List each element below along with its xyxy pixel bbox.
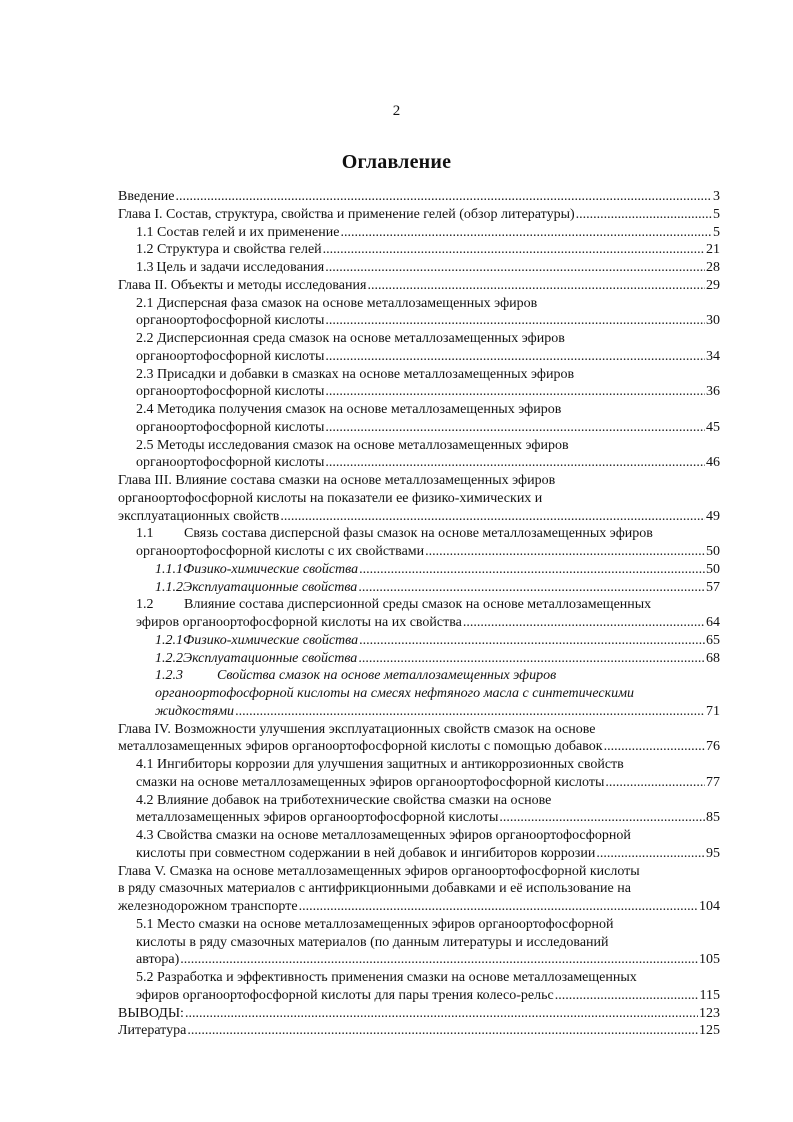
toc-page-number: 3: [713, 189, 720, 204]
leader-dots: [358, 579, 705, 597]
toc-page-number: 29: [706, 277, 720, 293]
toc-page-number: 64: [706, 615, 720, 630]
leader-dots: [187, 1022, 698, 1040]
leader-dots: [425, 543, 705, 561]
leader-dots: [340, 224, 712, 242]
toc-entry-text: 2.2 Дисперсионная среда смазок на основе металлозамещенных эфиров: [136, 331, 565, 346]
toc-entry-section-1-2: [118, 241, 720, 259]
toc-entry-subsection-1-2-2: [118, 650, 720, 668]
toc-entry-subsection-1-1-1: [118, 561, 720, 579]
leader-dots: [235, 703, 705, 721]
leader-dots: [175, 188, 712, 206]
toc-entry-section-2-4: [118, 401, 720, 437]
toc-page-number: 21: [706, 242, 720, 258]
toc-entry-text: Эксплуатационные свойства: [183, 579, 358, 595]
leader-dots: [299, 898, 698, 916]
toc-entry-text: Влияние состава дисперсионной среды смазок на основе металлозамещенных: [184, 597, 652, 613]
leader-dots: [180, 951, 698, 969]
toc-entry-conclusions: [118, 1005, 720, 1023]
toc-entry-text: в ряду смазочных материалов с антифрикционными добавками и её использование на: [118, 881, 631, 897]
toc-entry-text: 5.2 Разработка и эффективность применения смазки на основе металлозамещенных: [136, 970, 637, 985]
toc-entry-number: 1.2.2: [155, 650, 183, 666]
toc-entry-introduction: [118, 188, 720, 206]
toc-entry-section-1-3: [118, 259, 720, 277]
toc-entry-text: 2.3 Присадки и добавки в смазках на основе металлозамещенных эфиров: [136, 366, 575, 382]
toc-entry-number: 1.3: [136, 260, 154, 275]
toc-entry-text: 5.1 Место смазки на основе металлозамещенных эфиров органоортофосфорной: [136, 916, 614, 932]
toc-entry-section-4-2: [118, 792, 720, 828]
page-number: 2: [392, 103, 401, 119]
toc-entry-number: 1.2.3: [155, 668, 183, 684]
toc-entry-text: 4.1 Ингибиторы коррозии для улучшения защитных и антикоррозионных свойств: [136, 757, 624, 772]
leader-dots: [359, 561, 705, 579]
toc-entry-text: органоортофосфорной кислоты на смесях нефтяного масла с синтетическими: [155, 686, 635, 701]
toc-entry-text: Эксплуатационные свойства: [183, 650, 358, 666]
toc-entry-text: автора): [136, 952, 180, 968]
toc-entry-text: Введение: [118, 189, 175, 204]
toc-entry-text: жидкостями: [155, 703, 235, 719]
toc-entry-subsection-1-2-1: [118, 632, 720, 650]
toc-entry-text: органоортофосфорной кислоты: [136, 348, 325, 364]
toc-entry-text: 2.5 Методы исследования смазок на основе металлозамещенных эфиров: [136, 437, 569, 453]
toc-page-number: 85: [706, 810, 720, 826]
toc-page-number: 28: [706, 260, 720, 275]
toc-page-number: 30: [706, 313, 720, 329]
toc-entry-text: смазки на основе металлозамещенных эфиров органоортофосфорной кислоты: [136, 774, 605, 790]
toc-entry-section-4-3: [118, 827, 720, 863]
toc-entry-text: эфиров органоортофосфорной кислоты для пары трения колесо-рельс: [136, 987, 554, 1003]
leader-dots: [325, 259, 705, 277]
toc-entry-text: кислоты в ряду смазочных материалов (по данным литературы и исследований: [136, 934, 609, 950]
toc-entry-text: Физико-химические свойства: [183, 561, 359, 577]
toc-entry-section-3-2: [118, 596, 720, 632]
leader-dots: [358, 650, 705, 668]
toc-entry-text: 1.2 Структура и свойства гелей: [136, 242, 322, 258]
leader-dots: [604, 738, 705, 756]
toc-entry-text: органоортофосфорной кислоты: [136, 384, 325, 400]
toc-page-number: 125: [699, 1023, 720, 1039]
toc-entry-text: металлозамещенных эфиров органоортофосфорной кислоты с помощью добавок: [118, 739, 603, 755]
toc-page-number: 45: [706, 419, 720, 435]
toc-entry-section-4-1: [118, 756, 720, 792]
toc-entry-text: Глава I. Состав, структура, свойства и применение гелей (обзор литературы): [118, 206, 575, 222]
toc-entry-section-2-2: [118, 330, 720, 366]
toc-page-number: 34: [706, 348, 720, 364]
toc-entry-chapter-1: [118, 206, 720, 224]
toc-entry-text: металлозамещенных эфиров органоортофосфорной кислоты: [136, 810, 499, 826]
toc-entry-text: Глава II. Объекты и методы исследования: [118, 277, 367, 293]
leader-dots: [596, 845, 705, 863]
toc-entry-text: Глава IV. Возможности улучшения эксплуатационных свойств смазок на основе: [118, 721, 596, 737]
toc-entry-section-3-1: [118, 525, 720, 561]
toc-page-number: 68: [706, 650, 720, 666]
toc-page-number: 71: [706, 703, 720, 719]
leader-dots: [325, 348, 705, 366]
toc-entry-number: 1.1.2: [155, 579, 183, 595]
leader-dots: [605, 774, 705, 792]
toc-entry-text: железнодорожном транспорте: [118, 899, 298, 914]
toc-entry-text: органоортофосфорной кислоты на показатели ее физико-химических и: [118, 490, 543, 506]
toc-entry-section-5-1: [118, 916, 720, 969]
toc-entry-text: 2.1 Дисперсная фаза смазок на основе металлозамещенных эфиров: [136, 295, 538, 311]
table-of-contents: [118, 188, 720, 1040]
toc-entry-subsection-1-1-2: [118, 579, 720, 597]
toc-entry-text: Цель и задачи исследования: [156, 260, 325, 275]
leader-dots: [367, 277, 705, 295]
toc-entry-text: 4.2 Влияние добавок на триботехнические свойства смазки на основе: [136, 792, 552, 808]
toc-entry-text: органоортофосфорной кислоты: [136, 313, 325, 329]
toc-entry-text: эксплуатационных свойств: [118, 508, 280, 524]
leader-dots: [463, 614, 705, 632]
toc-entry-text: ВЫВОДЫ:: [118, 1005, 184, 1021]
toc-entry-text: Глава III. Влияние состава смазки на основе металлозамещенных эфиров: [118, 473, 556, 488]
toc-title: Оглавление: [341, 151, 452, 173]
toc-page-number: 65: [706, 632, 720, 648]
toc-page-number: 57: [706, 579, 720, 595]
toc-entry-text: органоортофосфорной кислоты: [136, 419, 325, 435]
leader-dots: [576, 206, 712, 224]
toc-entry-text: 4.3 Свойства смазки на основе металлозамещенных эфиров органоортофосфорной: [136, 828, 631, 843]
toc-entry-text: 2.4 Методика получения смазок на основе металлозамещенных эфиров: [136, 402, 562, 417]
toc-entry-text: органоортофосфорной кислоты с их свойствами: [136, 544, 425, 559]
toc-page-number: 105: [699, 952, 720, 968]
toc-entry-number: 1.1.1: [155, 561, 183, 577]
toc-entry-chapter-3: [118, 472, 720, 525]
toc-entry-number: 1.2.1: [155, 632, 183, 648]
toc-entry-chapter-5: [118, 863, 720, 916]
leader-dots: [359, 632, 705, 650]
toc-entry-text: 1.1 Состав гелей и их применение: [136, 224, 340, 240]
toc-entry-text: Глава V. Смазка на основе металлозамещенных эфиров органоортофосфорной кислоты: [118, 863, 640, 879]
toc-page-number: 50: [706, 544, 720, 559]
toc-entry-section-2-3: [118, 366, 720, 402]
leader-dots: [323, 241, 705, 259]
leader-dots: [325, 419, 705, 437]
toc-page-number: 50: [706, 561, 720, 577]
toc-entry-text: Физико-химические свойства: [183, 632, 359, 648]
toc-page-number: 123: [699, 1005, 720, 1021]
leader-dots: [280, 508, 705, 526]
toc-entry-text: Литература: [118, 1023, 187, 1039]
toc-entry-section-2-5: [118, 437, 720, 473]
leader-dots: [185, 1005, 698, 1023]
toc-page-number: 104: [699, 899, 720, 914]
leader-dots: [325, 383, 705, 401]
toc-entry-text: Свойства смазок на основе металлозамещенных эфиров: [217, 668, 557, 684]
toc-entry-section-2-1: [118, 295, 720, 331]
toc-entry-text: органоортофосфорной кислоты: [136, 455, 325, 471]
toc-page-number: 5: [713, 206, 720, 222]
toc-entry-chapter-2: [118, 277, 720, 295]
toc-page-number: 49: [706, 508, 720, 524]
toc-page-number: 5: [713, 224, 720, 240]
toc-entry-section-1-1: [118, 224, 720, 242]
leader-dots: [325, 312, 705, 330]
toc-entry-text: Связь состава дисперсной фазы смазок на основе металлозамещенных эфиров: [184, 526, 653, 542]
leader-dots: [499, 809, 705, 827]
toc-entry-text: эфиров органоортофосфорной кислоты на их свойства: [136, 615, 462, 630]
toc-page-number: 95: [706, 845, 720, 861]
toc-entry-chapter-4: [118, 721, 720, 757]
toc-entry-section-5-2: [118, 969, 720, 1005]
toc-entry-number: 1.1: [136, 526, 154, 542]
toc-page-number: 76: [706, 739, 720, 755]
toc-page-number: 36: [706, 384, 720, 400]
leader-dots: [325, 454, 705, 472]
toc-page-number: 46: [706, 455, 720, 471]
toc-entry-references: [118, 1022, 720, 1040]
toc-page-number: 115: [699, 987, 720, 1003]
toc-entry-text: кислоты при совместном содержании в ней добавок и ингибиторов коррозии: [136, 845, 596, 861]
toc-entry-number: 1.2: [136, 597, 154, 613]
toc-entry-subsection-1-2-3: [118, 667, 720, 720]
leader-dots: [555, 987, 699, 1005]
toc-page-number: 77: [706, 774, 720, 790]
